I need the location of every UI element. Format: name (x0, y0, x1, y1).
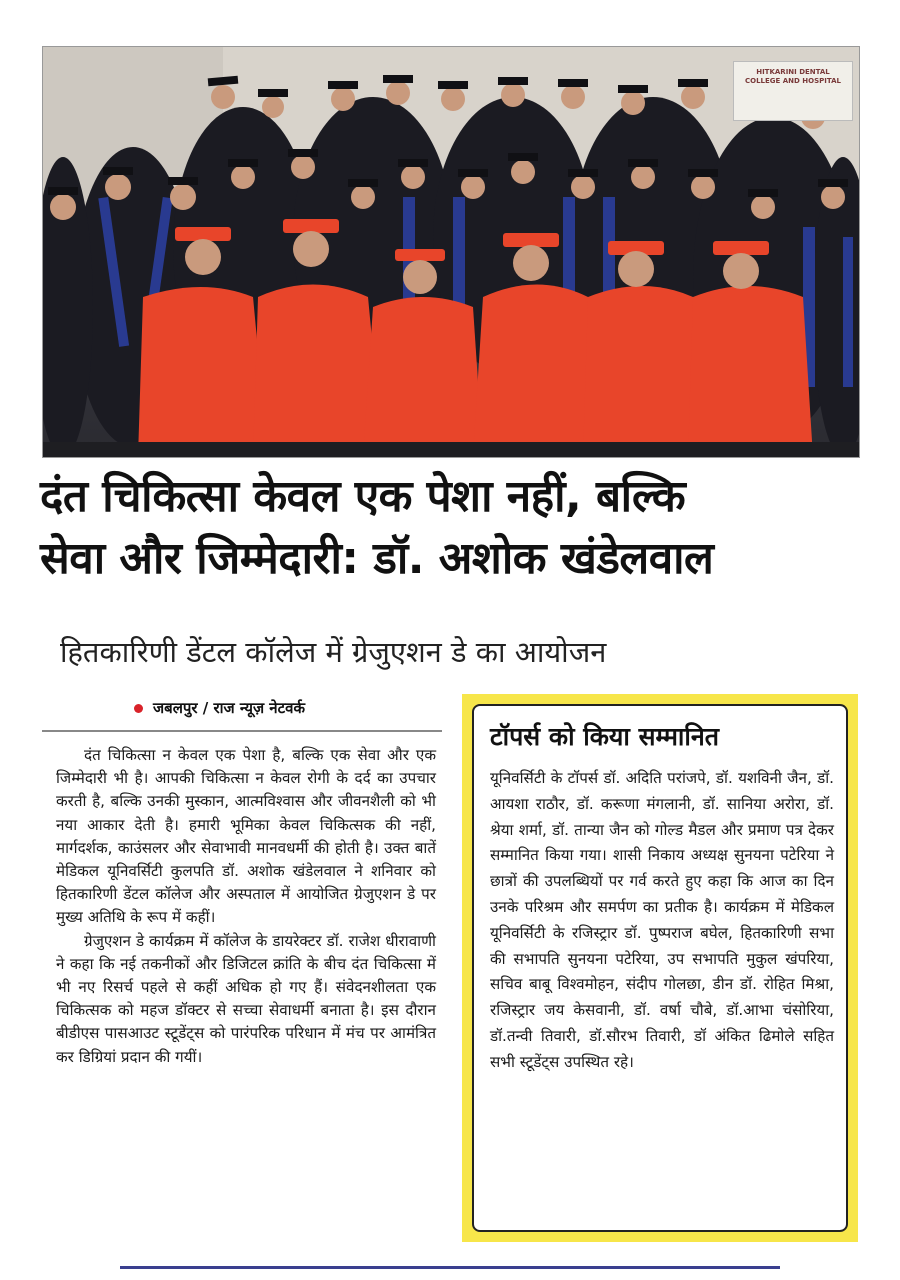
article-paragraph-1: दंत चिकित्सा न केवल एक पेशा है, बल्कि एक सेवा और एक जिम्मेदारी भी है। आपकी चिकित्सा न केवल रोगी के दर्द का उपचार करती है, बल्कि उनकी मुस्कान, आत्मविश्वास और जीवनशैली को भी नया आकार देती है। हमारी भूमिका केवल चिकित्सक की नहीं, मार्गदर्शक, काउंसलर और सेवाभावी मानवधर्मी की होती है। उक्त बातें मेडिकल यूनिवर्सिटी कुलपति डॉ. अशोक खंडेलवाल ने शनिवार को हितकारिणी डेंटल कॉलेज और अस्पताल में आयोजित ग्रेजुएशन डे पर मुख्य अतिथि के रूप में कहीं। (56, 746, 436, 927)
sidebar-text: यूनिवर्सिटी के टॉपर्स डॉ. अदिति परांजपे, डॉ. यशविनी जैन, डॉ. आयशा राठौर, डॉ. करूणा मंगलानी, डॉ. सानिया अरोरा, डॉ. श्रेया शर्मा, डॉ. तान्या जैन को गोल्ड मैडल और प्रमाण पत्र देकर सम्मानित किया गया। शासी निकाय अध्यक्ष सुनयना पटेरिया ने छात्रों की उपलब्धियों पर गर्व करते हुए कहा कि आज का दिन उनके परिश्रम और समर्पण का प्रतीक है। कार्यक्रम में मेडिकल यूनिवर्सिटी के रजिस्ट्रार डॉ. पुष्पराज बघेल, हितकारिणी सभा की सभापति सुनयना पटेरिया, उप सभापति मुकुल खंपरिया, सचिव बाबू विश्वमोहन, संदीप गोलछा, डीन डॉ. रोहित मिश्रा, रजिस्ट्रार जय केसवानी, डॉ. वर्षा चौबे, डॉ.आभा चंसोरिया, डॉ.तन्वी तिवारी, डॉ.सौरभ तिवारी, डॉ अंकित ढिमोले सहित सभी स्टूडेंट्स उपस्थित रहे। (490, 769, 834, 1071)
subheadline: हितकारिणी डेंटल कॉलेज में ग्रेजुएशन डे का आयोजन (60, 635, 607, 669)
sidebar-title: टॉपर्स को किया सम्मानित (490, 722, 720, 751)
sidebar-box (462, 694, 858, 1242)
bottom-divider (120, 1266, 780, 1269)
article-paragraph-2: ग्रेजुएशन डे कार्यक्रम में कॉलेज के डायरेक्टर डॉ. राजेश धीरावाणी ने कहा कि नई तकनीकों और डिजिटल क्रांति के बीच दंत चिकित्सा में भी नए रिसर्च पहले से कहीं अधिक हो गए हैं। संवेदनशीलता एक चिकित्सक को महज डॉक्टर से सच्चा सेवाधर्मी बनाता है। इस दौरान बीडीएस पासआउट स्टूडेंट्स को पारंपरिक परिधान में मंच पर आमंत्रित कर डिग्रियां प्रदान की गयीं। (56, 931, 436, 1066)
dateline-text: जबलपुर / राज न्यूज़ नेटवर्क (153, 699, 306, 717)
banner-text: HITKARINI DENTAL COLLEGE AND HOSPITAL (745, 68, 841, 85)
article-body (56, 744, 436, 1069)
headline (40, 466, 870, 590)
headline-line-2: सेवा और जिम्मेदारी: डॉ. अशोक खंडेलवाल (40, 533, 714, 584)
headline-line-1: दंत चिकित्सा केवल एक पेशा नहीं, बल्कि (40, 471, 686, 522)
sidebar-box-inner (472, 704, 848, 1232)
divider (42, 730, 442, 732)
bullet-dot-icon (134, 704, 143, 713)
college-banner (733, 61, 853, 121)
group-photo (42, 46, 860, 458)
dateline (134, 698, 305, 718)
